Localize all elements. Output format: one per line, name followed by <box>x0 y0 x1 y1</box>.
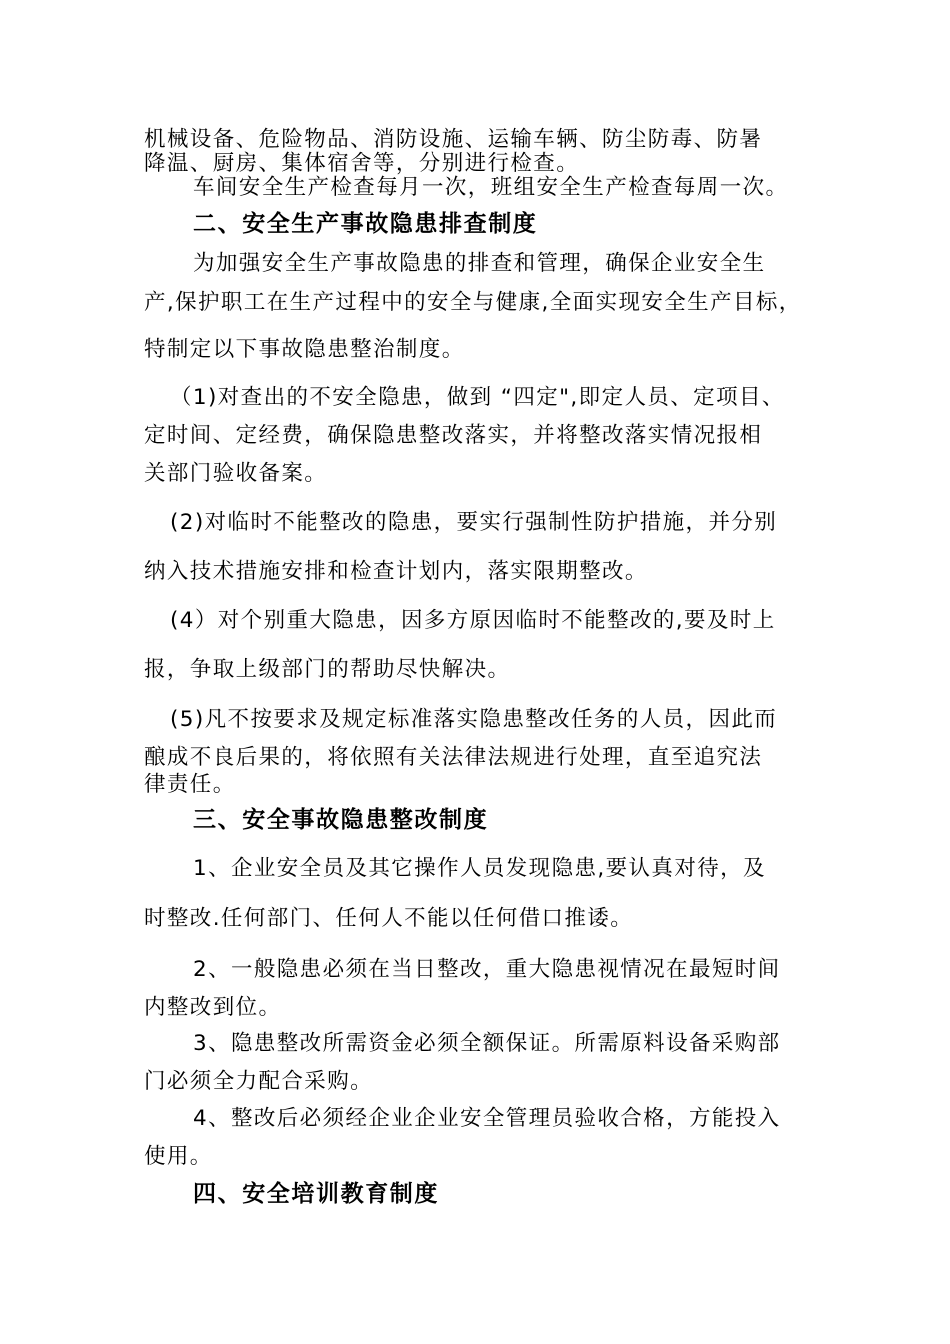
body-line: 特制定以下事故隐患整治制度。 <box>144 337 465 362</box>
body-line: 酿成不良后果的，将依照有关法律法规进行处理，直至追究法 <box>144 745 763 770</box>
body-line: 1、企业安全员及其它操作人员发现隐患,要认真对待，及 <box>193 856 766 881</box>
body-line: 内整改到位。 <box>144 995 282 1020</box>
body-line: 机械设备、危险物品、消防设施、运输车辆、防尘防毒、防暑 <box>144 127 763 152</box>
body-line: 3、隐患整改所需资金必须全额保证。所需原料设备采购部 <box>193 1031 781 1056</box>
body-line: 车间安全生产检查每月一次，班组安全生产检查每周一次。 <box>193 175 789 200</box>
section-heading-2: 二、安全生产事故隐患排查制度 <box>193 211 538 237</box>
body-line: 降温、厨房、集体宿舍等，分别进行检查。 <box>144 151 580 176</box>
body-line: (2)对临时不能整改的隐患，要实行强制性防护措施，并分别 <box>170 510 778 535</box>
body-line: （1)对查出的不安全隐患，做到 “四定",即定人员、定项目、 <box>170 385 785 410</box>
body-line: (5)凡不按要求及规定标准落实隐患整改任务的人员，因此而 <box>170 707 778 732</box>
body-line: 报，争取上级部门的帮助尽快解决。 <box>144 657 511 682</box>
body-line: 纳入技术措施安排和检查计划内，落实限期整改。 <box>144 559 648 584</box>
body-line: 律责任。 <box>144 772 236 797</box>
body-line: 使用。 <box>144 1144 213 1169</box>
body-line: (4）对个别重大隐患，因多方原因临时不能整改的,要及时上 <box>170 608 776 633</box>
body-line: 门必须全力配合采购。 <box>144 1069 374 1094</box>
body-line: 为加强安全生产事故隐患的排查和管理，确保企业安全生 <box>193 251 766 276</box>
body-line: 关部门验收备案。 <box>144 461 328 486</box>
section-heading-3: 三、安全事故隐患整改制度 <box>193 807 489 833</box>
body-line: 产,保护职工在生产过程中的安全与健康,全面实现安全生产目标， <box>144 290 802 315</box>
body-line: 时整改.任何部门、任何人不能以任何借口推诿。 <box>144 906 634 931</box>
body-line: 定时间、定经费，确保隐患整改落实，并将整改落实情况报相 <box>144 423 763 448</box>
body-line: 2、一般隐患必须在当日整改，重大隐患视情况在最短时间 <box>193 957 781 982</box>
body-line: 4、整改后必须经企业企业安全管理员验收合格，方能投入 <box>193 1106 781 1131</box>
section-heading-4: 四、安全培训教育制度 <box>193 1181 439 1207</box>
